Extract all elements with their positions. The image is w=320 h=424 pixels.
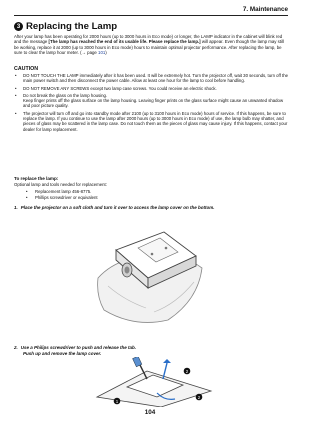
replace-heading: To replace the lamp:	[14, 176, 59, 181]
tools-list	[14, 189, 98, 202]
intro-paragraph	[14, 34, 288, 55]
intro-text-2: will appear. Even though the lamp may still be working, replace it at 2000 (up to 3000 hours in Eco mode) hours to maintain optimal projector performance. After replacing the lamp, be sure to clear the lamp hour meter. (→ page	[14, 39, 284, 55]
caution-item-text: DO NOT TOUCH THE LAMP immediately after it has been used. It will be extremely hot. Turn the projector off, wait 30 seconds, turn off the main power switch and then disconnect the power cable. Allow at least one hour for the lamp to cool before handling.	[23, 73, 289, 84]
step-number: 1.	[14, 205, 18, 210]
caution-item	[14, 86, 288, 91]
caution-item	[14, 73, 288, 84]
step-number: 2.	[14, 345, 18, 350]
tool-item: • Replacement lamp 456-8775.	[14, 189, 98, 195]
header-rule	[14, 15, 288, 16]
caution-sub-note: Keep finger prints off the glass surface on the lamp housing. Leaving finger prints on the glass surface might cause an unwanted shadow and poor picture quality.	[23, 98, 284, 109]
step-2	[14, 345, 288, 357]
lamp-warning-message: [The lamp has reached the end of its usable life. Please replace the lamp.]	[48, 39, 201, 45]
step-text: Place the projector on a soft cloth and turn it over to access the lamp cover on the bottom.	[20, 205, 215, 210]
marker-1: 1	[115, 398, 119, 404]
page-link[interactable]: 101	[98, 49, 106, 55]
section-title	[14, 21, 117, 32]
step-1	[14, 205, 288, 211]
caution-item	[14, 93, 288, 109]
intro-text-end: )	[105, 49, 107, 55]
caution-list	[14, 73, 288, 134]
tool-item: • Phillips screwdriver or equivalent	[14, 195, 98, 201]
section-title-text: Replacing the Lamp	[26, 21, 118, 32]
step-text: Use a Philips screwdriver to push and release the tab.	[20, 345, 137, 350]
projector-on-cloth-illustration	[94, 220, 206, 326]
caution-item	[14, 111, 288, 133]
chapter-header: 7. Maintenance	[242, 6, 288, 13]
page-number: 104	[144, 409, 156, 416]
marker-3: 2	[197, 394, 201, 400]
caution-item-text: Do not break the glass on the lamp housing.	[23, 92, 108, 98]
caution-item-text: DO NOT REMOVE ANY SCREWS except two lamp case screws. You could receive an electric shock.	[23, 85, 217, 91]
marker-2: 2	[185, 368, 189, 374]
lamp-cover-removal-illustration	[87, 357, 215, 407]
tools-intro: Optional lamp and tools needed for replacement:	[14, 182, 107, 187]
intro-text: After your lamp has been operating for 2000 hours (up to 3000 hours in Eco mode) or longer, the LAMP indicator in the cabinet will blink red and the message	[14, 34, 283, 45]
caution-heading: CAUTION	[14, 66, 39, 72]
section-number-badge: 3	[14, 22, 23, 31]
step-continuation: Push up and remove the lamp cover.	[23, 351, 102, 356]
caution-item-text: The projector will turn off and go into standby mode after 2100 (up to 3100 hours in Eco mode) hours of service. If this happens, be sure to replace the lamp. If you continue to use the lamp after 2000 hours (up to 3000 hours in Eco mode) of use, the lamp bulb may shatter, and pieces of glass may be scattered in the lamp case. Do not touch them as the pieces of glass may cause injury. If this happens, contact your dealer for lamp replacement.	[23, 110, 288, 132]
